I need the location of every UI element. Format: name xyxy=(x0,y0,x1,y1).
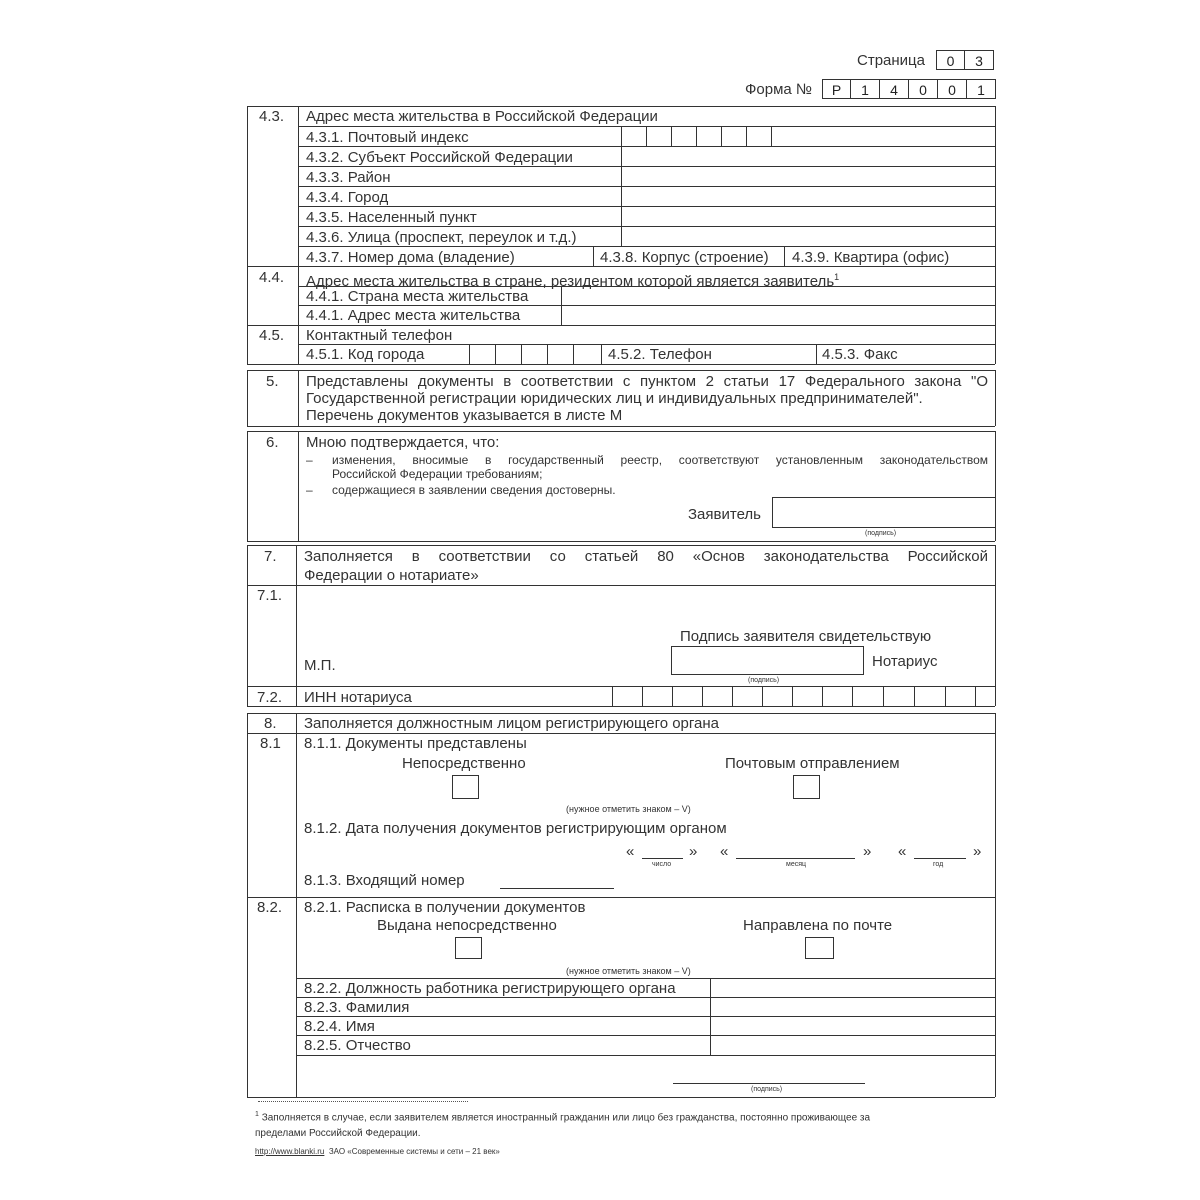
mail-label: Почтовым отправлением xyxy=(725,755,900,772)
confirm-item: содержащиеся в заявлении сведения достоверны. xyxy=(332,483,616,497)
section-number: 7. xyxy=(264,548,277,565)
section-title: Заполняется должностным лицом регистрирующего органа xyxy=(304,715,720,732)
day-caption: число xyxy=(652,861,672,868)
issued-label: Выдана непосредственно xyxy=(377,917,557,934)
form-digit: 0 xyxy=(909,79,938,99)
section-text: Представлены документы в соответствии с пунктом 2 статьи 17 Федерального закона "О xyxy=(306,373,988,390)
subject-label: 4.3.2. Субъект Российской Федерации xyxy=(306,149,573,166)
footnote-marker: 1 xyxy=(834,272,840,282)
stamp-label: М.П. xyxy=(304,657,336,674)
form-number-cells xyxy=(822,79,996,99)
mark-hint: (нужное отметить знаком – V) xyxy=(566,966,691,976)
city-code-label: 4.5.1. Код города xyxy=(306,346,425,363)
footer-credit: http://www.blanki.ru ЗАО «Современные системы и сети – 21 век» xyxy=(255,1147,500,1156)
section-text: Заполняется в соответствии со статьей 80 «Основ законодательства Российской xyxy=(304,548,988,565)
foreign-address-label: 4.4.1. Адрес места жительства xyxy=(306,307,521,324)
position-label: 8.2.2. Должность работника регистрирующего органа xyxy=(304,980,676,997)
sent-checkbox[interactable] xyxy=(805,937,834,959)
site-link[interactable]: http://www.blanki.ru xyxy=(255,1147,325,1156)
bullet-dash: – xyxy=(306,483,313,497)
section-number: 4.4. xyxy=(259,269,285,286)
direct-checkbox[interactable] xyxy=(452,775,479,799)
country-label: 4.4.1. Страна места жительства xyxy=(306,288,529,305)
incoming-number-label: 8.1.3. Входящий номер xyxy=(304,872,465,889)
district-label: 4.3.3. Район xyxy=(306,169,391,186)
patronymic-label: 8.2.5. Отчество xyxy=(304,1037,411,1054)
incoming-number-line[interactable] xyxy=(500,888,614,889)
open-quote: « xyxy=(626,843,635,860)
witness-label: Подпись заявителя свидетельствую xyxy=(680,628,932,645)
month-caption: месяц xyxy=(786,861,807,868)
section-number: 8.1 xyxy=(260,735,281,752)
day-line[interactable] xyxy=(642,858,683,859)
city-label: 4.3.4. Город xyxy=(306,189,389,206)
signature-caption: (подпись) xyxy=(865,530,897,537)
receipt-date-label: 8.1.2. Дата получения документов регистрирующим органом xyxy=(304,820,727,837)
fax-label: 4.5.3. Факс xyxy=(822,346,898,363)
receipt-label: 8.2.1. Расписка в получении документов xyxy=(304,899,586,916)
open-quote: « xyxy=(720,843,729,860)
form-digit: 0 xyxy=(938,79,967,99)
signature-caption: (подпись) xyxy=(751,1086,783,1093)
page-label: Страница xyxy=(857,52,925,69)
section-number: 7.2. xyxy=(257,689,283,706)
name-label: 8.2.4. Имя xyxy=(304,1018,375,1035)
official-signature-line[interactable] xyxy=(673,1083,865,1084)
confirm-item: Российской Федерации требованиям; xyxy=(332,467,543,481)
section-number: 8. xyxy=(264,715,277,732)
signature-caption: (подпись) xyxy=(748,677,780,684)
footnote-text: $^1$ Заполняется в случае, если заявителем является иностранный гражданин или лицо без гражданства, постоянно проживающее за xyxy=(255,1111,871,1124)
section-number: 6. xyxy=(266,434,279,451)
sent-label: Направлена по почте xyxy=(743,917,893,934)
section-number: 4.3. xyxy=(259,108,285,125)
form-label: Форма № xyxy=(745,81,813,98)
year-caption: год xyxy=(933,861,944,868)
notary-inn-label: ИНН нотариуса xyxy=(304,689,412,706)
apartment-label: 4.3.9. Квартира (офис) xyxy=(792,249,950,266)
section-number: 5. xyxy=(266,373,279,390)
notary-signature-field[interactable] xyxy=(671,646,864,675)
notary-label: Нотариус xyxy=(872,653,938,670)
confirm-intro: Мною подтверждается, что: xyxy=(306,434,500,451)
section-text: Перечень документов указывается в листе М xyxy=(306,407,623,424)
house-label: 4.3.7. Номер дома (владение) xyxy=(306,249,515,266)
close-quote: » xyxy=(863,843,872,860)
issued-checkbox[interactable] xyxy=(455,937,482,959)
mail-checkbox[interactable] xyxy=(793,775,820,799)
surname-label: 8.2.3. Фамилия xyxy=(304,999,410,1016)
year-line[interactable] xyxy=(914,858,966,859)
month-line[interactable] xyxy=(736,858,855,859)
section-text: Государственной регистрации юридических лиц и индивидуальных предпринимателей". xyxy=(306,390,923,407)
building-label: 4.3.8. Корпус (строение) xyxy=(600,249,769,266)
close-quote: » xyxy=(973,843,982,860)
applicant-label: Заявитель xyxy=(688,506,761,523)
confirm-item: изменения, вносимые в государственный реестр, соответствуют установленным законодательством xyxy=(332,453,988,467)
section-number: 8.2. xyxy=(257,899,283,916)
section-number: 4.5. xyxy=(259,327,285,344)
street-label: 4.3.6. Улица (проспект, переулок и т.д.) xyxy=(306,229,577,246)
section-title: Адрес места жительства в стране, резидентом которой является заявитель$^1$ xyxy=(306,272,840,290)
phone-label: 4.5.2. Телефон xyxy=(608,346,712,363)
open-quote: « xyxy=(898,843,907,860)
direct-label: Непосредственно xyxy=(402,755,526,772)
section-title: Адрес места жительства в Российской Федерации xyxy=(306,108,658,125)
page-digit[interactable]: 0 xyxy=(936,50,965,70)
close-quote: » xyxy=(689,843,698,860)
footnote-text: пределами Российской Федерации. xyxy=(255,1128,421,1139)
documents-submitted-label: 8.1.1. Документы представлены xyxy=(304,735,527,752)
form-digit: Р xyxy=(822,79,851,99)
form-digit: 4 xyxy=(880,79,909,99)
page-number-cells xyxy=(936,50,994,70)
applicant-signature-field[interactable] xyxy=(773,498,995,526)
section-text: Федерации о нотариате» xyxy=(304,567,479,584)
mark-hint: (нужное отметить знаком – V) xyxy=(566,804,691,814)
section-number: 7.1. xyxy=(257,587,283,604)
form-digit: 1 xyxy=(851,79,880,99)
page-digit[interactable]: 3 xyxy=(965,50,994,70)
postal-index-label: 4.3.1. Почтовый индекс xyxy=(306,129,469,146)
bullet-dash: – xyxy=(306,453,313,467)
footnote-separator xyxy=(258,1101,468,1102)
form-digit: 1 xyxy=(967,79,996,99)
locality-label: 4.3.5. Населенный пункт xyxy=(306,209,477,226)
section-title: Контактный телефон xyxy=(306,327,453,344)
